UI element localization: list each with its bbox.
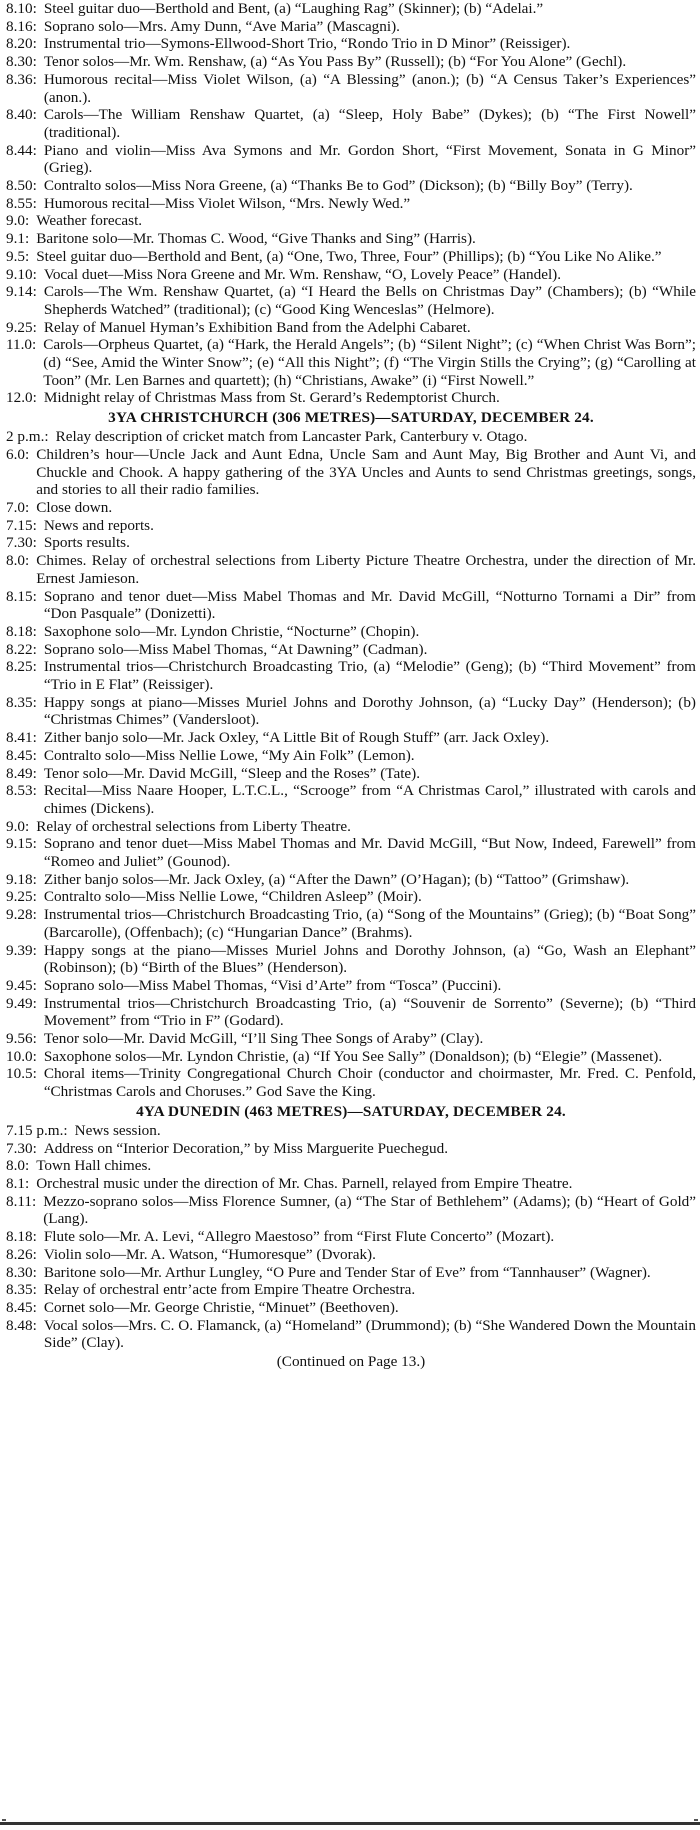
programme-entry	[6, 1246, 696, 1264]
programme-entry	[6, 142, 696, 177]
entry-time: 9.39:	[6, 941, 37, 959]
entry-description: Chimes. Relay of orchestral selections from Liberty Picture Theatre Orchestra, under the direction of Mr. Ernest Jamieson.	[36, 552, 696, 587]
entry-time: 8.15:	[6, 587, 37, 605]
entry-time: 7.15 p.m.:	[6, 1121, 68, 1139]
rule-right-tick	[694, 1819, 698, 1821]
entry-description: Instrumental trios—Christchurch Broadcasting Trio, (a) “Souvenir de Sorrento” (Severne); (b) “Third Movement” from “Trio in F” (Godard).	[43, 994, 696, 1030]
programme-entry	[6, 1175, 696, 1193]
entry-description: Carols—The Wm. Renshaw Quartet, (a) “I Heard the Bells on Christmas Day” (Chambers); (b) “While Shepherds Watched” (traditional); (c) “Good King Wenceslas” (Helmore).	[43, 283, 696, 318]
entry-description: Recital—Miss Naare Hooper, L.T.C.L., “Scrooge” from “A Christmas Carol,” illustrated with carols and chimes (Dickens).	[43, 782, 696, 817]
programme-entry	[6, 871, 696, 889]
entry-description: Soprano and tenor duet—Miss Mabel Thomas and Mr. David McGill, “Notturno Tornami a Dir” from “Don Pasquale” (Donizetti).	[43, 587, 696, 623]
programme-entry	[6, 906, 696, 941]
entry-time: 9.25:	[6, 888, 37, 906]
programme-entry	[6, 499, 696, 517]
entry-description: Contralto solo—Miss Nellie Lowe, “My Ain Folk” (Lemon).	[43, 746, 415, 764]
entry-description: Violin solo—Mr. A. Watson, “Humoresque” (Dvorak).	[43, 1245, 376, 1263]
entry-time: 2 p.m.:	[6, 428, 49, 446]
programme-entry	[6, 428, 696, 446]
entry-time: 8.20:	[6, 35, 37, 53]
entry-time: 11.0:	[6, 336, 37, 354]
entry-description: Relay of orchestral selections from Liberty Theatre.	[36, 817, 351, 835]
entry-description: Baritone solo—Mr. Thomas C. Wood, “Give Thanks and Sing” (Harris).	[36, 230, 476, 248]
entry-description: Steel guitar duo—Berthold and Bent, (a) “One, Two, Three, Four” (Phillips); (b) “You Like No Alike.”	[36, 247, 662, 265]
entry-description: Children’s hour—Uncle Jack and Aunt Edna, Uncle Sam and Aunt May, Big Brother and Aunt Vi, and Chuckle and Chook. A happy gathering of the 3YA Uncles and Aunts to send Christmas greetings, songs, and stories to all their radio families.	[36, 445, 696, 499]
programme-entry	[6, 71, 696, 106]
entry-time: 8.16:	[6, 17, 37, 35]
entry-description: Relay of orchestral entr’acte from Empire Theatre Orchestra.	[43, 1281, 416, 1299]
entry-description: Instrumental trios—Christchurch Broadcasting Trio, (a) “Song of the Mountains” (Grieg); (b) “Boat Song” (Barcarolle), (Offenbach); (c) “Hungarian Dance” (Brahms).	[43, 906, 696, 941]
entry-description: Carols—Orpheus Quartet, (a) “Hark, the Herald Angels”; (b) “Silent Night”; (c) “When Christ Was Born”; (d) “See, Amid the Winter Snow”; (e) “All this Night”; (f) “The Virgin Stills the Crying”; (g) “Carolling at Toon” (Mr. Len Barnes and quartett); (h) “Christians, Awake” (i) “First Nowell.”	[43, 336, 696, 389]
entry-time: 6.0:	[6, 445, 30, 463]
programme-entry	[6, 1317, 696, 1352]
programme-entry	[6, 18, 696, 36]
programme-entry	[6, 517, 696, 535]
programme-entry	[6, 53, 696, 71]
programme-entry	[6, 1122, 696, 1140]
entry-time: 8.49:	[6, 764, 37, 782]
entry-description: Orchestral music under the direction of Mr. Chas. Parnell, relayed from Empire Theatre.	[36, 1175, 573, 1192]
entry-time: 7.0:	[6, 498, 30, 516]
entry-description: Mezzo-soprano solos—Miss Florence Sumner, (a) “The Star of Bethlehem” (Adams); (b) “Heart of Gold” (Lang).	[43, 1192, 696, 1228]
entry-time: 8.11:	[6, 1192, 37, 1210]
station-programme-4ya	[6, 1122, 696, 1352]
entry-time: 8.45:	[6, 746, 37, 764]
entry-description: Zither banjo solo—Mr. Jack Oxley, “A Little Bit of Rough Stuff” (arr. Jack Oxley).	[43, 729, 550, 747]
programme-entry	[6, 1193, 696, 1228]
programme-entry	[6, 995, 696, 1030]
entry-description: Vocal solos—Mrs. C. O. Flamanck, (a) “Homeland” (Drummond); (b) “She Wandered Down the Mountain Side” (Clay).	[43, 1316, 696, 1352]
programme-entry	[6, 765, 696, 783]
entry-time: 9.14:	[6, 283, 37, 301]
entry-description: Vocal duet—Miss Nora Greene and Mr. Wm. Renshaw, “O, Lovely Peace” (Handel).	[43, 265, 562, 283]
programme-entry	[6, 1030, 696, 1048]
station-programme-3ya	[6, 428, 696, 1101]
programme-entry	[6, 1264, 696, 1282]
entry-time: 9.56:	[6, 1030, 37, 1048]
station-programme-2ya	[6, 0, 696, 407]
entry-description: Contralto solo—Miss Nellie Lowe, “Children Asleep” (Moir).	[43, 888, 422, 906]
programme-entry	[6, 283, 696, 318]
entry-description: News session.	[74, 1121, 161, 1139]
programme-entry	[6, 729, 696, 747]
programme-entry	[6, 782, 696, 817]
section-heading-3ya: 3YA CHRISTCHURCH (306 METRES)—SATURDAY, DECEMBER 24.	[108, 409, 594, 427]
entry-description: Soprano solo—Miss Mabel Thomas, “At Dawning” (Cadman).	[43, 640, 428, 658]
entry-time: 9.10:	[6, 265, 37, 283]
programme-entry	[6, 658, 696, 693]
entry-description: Relay description of cricket match from Lancaster Park, Canterbury v. Otago.	[55, 428, 528, 446]
entry-description: Humorous recital—Miss Violet Wilson, (a) “A Blessing” (anon.); (b) “A Census Taker’s Experiences” (anon.).	[43, 70, 696, 106]
entry-time: 8.18:	[6, 622, 37, 640]
programme-entry	[6, 336, 696, 389]
entry-time: 9.0:	[6, 817, 30, 835]
entry-time: 12.0:	[6, 389, 37, 407]
programme-entry	[6, 1281, 696, 1299]
programme-entry	[6, 588, 696, 623]
entry-time: 8.40:	[6, 106, 37, 124]
entry-time: 8.0:	[6, 552, 30, 570]
entry-time: 8.30:	[6, 53, 37, 71]
entry-time: 8.45:	[6, 1298, 37, 1316]
entry-description: Flute solo—Mr. A. Levi, “Allegro Maestoso” from “First Flute Concerto” (Mozart).	[43, 1228, 555, 1246]
entry-time: 8.1:	[6, 1175, 30, 1192]
entry-description: Soprano solo—Miss Mabel Thomas, “Visi d’Arte” from “Tosca” (Puccini).	[43, 976, 502, 994]
entry-description: Piano and violin—Miss Ava Symons and Mr. Gordon Short, “First Movement, Sonata in G Minor” (Grieg).	[43, 141, 696, 177]
programme-entry	[6, 0, 696, 18]
programme-entry	[6, 1048, 696, 1066]
entry-description: Close down.	[36, 498, 113, 516]
programme-column	[6, 0, 696, 1371]
programme-entry	[6, 1140, 696, 1158]
entry-time: 8.55:	[6, 194, 37, 212]
entry-time: 9.49:	[6, 994, 37, 1012]
programme-entry	[6, 1157, 696, 1175]
entry-description: Instrumental trios—Christchurch Broadcasting Trio, (a) “Melodie” (Geng); (b) “Third Movement” from “Trio in E Flat” (Reissiger).	[43, 658, 696, 694]
entry-description: Address on “Interior Decoration,” by Miss Marguerite Puechegud.	[43, 1139, 449, 1157]
programme-entry	[6, 446, 696, 499]
entry-time: 10.0:	[6, 1047, 37, 1065]
entry-description: Choral items—Trinity Congregational Church Choir (conductor and choirmaster, Mr. Fred. C. Penfold, “Christmas Carols and Choruses.” God Save the King.	[43, 1065, 696, 1101]
bottom-rule	[0, 1822, 700, 1825]
entry-time: 8.22:	[6, 640, 37, 658]
entry-description: Happy songs at the piano—Misses Muriel Johns and Dorothy Johnson, (a) “Go, Wash an Elephant” (Robinson); (b) “Birth of the Blues” (Henderson).	[43, 941, 696, 977]
programme-entry	[6, 1228, 696, 1246]
entry-description: Zither banjo solos—Mr. Jack Oxley, (a) “After the Dawn” (O’Hagan); (b) “Tattoo” (Grimshaw).	[43, 870, 630, 888]
entry-description: Relay of Manuel Hyman’s Exhibition Band from the Adelphi Cabaret.	[43, 318, 471, 336]
entry-time: 9.28:	[6, 906, 37, 924]
entry-time: 10.5:	[6, 1065, 37, 1083]
programme-entry	[6, 1065, 696, 1100]
programme-entry	[6, 977, 696, 995]
entry-description: Tenor solo—Mr. David McGill, “Sleep and the Roses” (Tate).	[43, 764, 421, 782]
programme-entry	[6, 835, 696, 870]
programme-entry	[6, 195, 696, 213]
entry-time: 7.30:	[6, 1139, 37, 1157]
entry-description: Humorous recital—Miss Violet Wilson, “Mrs. Newly Wed.”	[43, 194, 411, 212]
programme-entry	[6, 641, 696, 659]
programme-entry	[6, 248, 696, 266]
programme-entry	[6, 1299, 696, 1317]
programme-entry	[6, 266, 696, 284]
entry-time: 8.35:	[6, 1281, 37, 1299]
entry-time: 8.25:	[6, 658, 37, 676]
entry-time: 8.18:	[6, 1228, 37, 1246]
entry-time: 8.53:	[6, 782, 37, 800]
entry-time: 8.50:	[6, 177, 37, 195]
entry-description: Tenor solos—Mr. Wm. Renshaw, (a) “As You Pass By” (Russell); (b) “For You Alone” (Gechl).	[43, 53, 627, 71]
programme-entry	[6, 818, 696, 836]
programme-entry	[6, 230, 696, 248]
entry-description: Soprano and tenor duet—Miss Mabel Thomas and Mr. David McGill, “But Now, Indeed, Farewell” from “Romeo and Juliet” (Gounod).	[43, 835, 696, 871]
programme-entry	[6, 389, 696, 407]
programme-entry	[6, 747, 696, 765]
entry-description: Tenor solo—Mr. David McGill, “I’ll Sing Thee Songs of Araby” (Clay).	[43, 1030, 484, 1048]
programme-entry	[6, 177, 696, 195]
entry-description: Instrumental trio—Symons-Ellwood-Short Trio, “Rondo Trio in D Minor” (Reissiger).	[43, 35, 571, 53]
entry-description: Soprano solo—Mrs. Amy Dunn, “Ave Maria” (Mascagni).	[43, 17, 400, 35]
entry-time: 7.15:	[6, 516, 37, 534]
entry-time: 8.30:	[6, 1263, 37, 1281]
continued-note: (Continued on Page 13.)	[276, 1353, 426, 1371]
programme-entry	[6, 623, 696, 641]
entry-time: 8.35:	[6, 693, 37, 711]
entry-description: Midnight relay of Christmas Mass from St. Gerard’s Redemptorist Church.	[43, 389, 500, 407]
programme-entry	[6, 212, 696, 230]
entry-time: 8.26:	[6, 1245, 37, 1263]
entry-description: Happy songs at piano—Misses Muriel Johns and Dorothy Johnson, (a) “Lucky Day” (Henderson); (b) “Christmas Chimes” (Vandersloot).	[43, 693, 696, 729]
entry-description: Saxophone solos—Mr. Lyndon Christie, (a) “If You See Sally” (Donaldson); (b) “Elegie” (Massenet).	[43, 1047, 663, 1065]
entry-description: Carols—The William Renshaw Quartet, (a) “Sleep, Holy Babe” (Dykes); (b) “The First Nowell” (traditional).	[43, 106, 696, 141]
entry-description: Saxophone solo—Mr. Lyndon Christie, “Nocturne” (Chopin).	[43, 622, 420, 640]
entry-description: Town Hall chimes.	[36, 1157, 152, 1175]
entry-time: 8.48:	[6, 1316, 37, 1334]
entry-description: Baritone solo—Mr. Arthur Lungley, “O Pure and Tender Star of Eve” from “Tannhauser” (Wagner).	[43, 1263, 651, 1281]
entry-time: 9.15:	[6, 835, 37, 853]
entry-description: Contralto solos—Miss Nora Greene, (a) “Thanks Be to God” (Dickson); (b) “Billy Boy” (Terry).	[43, 177, 633, 195]
entry-time: 9.5:	[6, 247, 30, 265]
programme-entry	[6, 694, 696, 729]
entry-time: 8.44:	[6, 141, 37, 159]
entry-time: 7.30:	[6, 534, 37, 552]
programme-entry	[6, 534, 696, 552]
entry-time: 8.10:	[6, 0, 37, 17]
entry-time: 8.0:	[6, 1157, 30, 1175]
entry-time: 9.25:	[6, 318, 37, 336]
section-heading-4ya: 4YA DUNEDIN (463 METRES)—SATURDAY, DECEMBER 24.	[136, 1102, 566, 1120]
programme-entry	[6, 942, 696, 977]
programme-entry	[6, 106, 696, 141]
entry-description: News and reports.	[43, 516, 154, 534]
programme-entry	[6, 888, 696, 906]
entry-description: Weather forecast.	[36, 212, 143, 230]
entry-description: Steel guitar duo—Berthold and Bent, (a) “Laughing Rag” (Skinner); (b) “Adelai.”	[43, 0, 544, 17]
entry-time: 9.0:	[6, 212, 30, 230]
programme-entry	[6, 552, 696, 587]
programme-entry	[6, 35, 696, 53]
entry-time: 8.36:	[6, 70, 37, 88]
entry-time: 9.18:	[6, 870, 37, 888]
entry-time: 8.41:	[6, 729, 37, 747]
programme-entry	[6, 319, 696, 337]
entry-description: Sports results.	[43, 534, 130, 552]
entry-time: 9.1:	[6, 230, 30, 248]
entry-description: Cornet solo—Mr. George Christie, “Minuet” (Beethoven).	[43, 1298, 399, 1316]
rule-left-tick	[2, 1819, 6, 1821]
entry-time: 9.45:	[6, 976, 37, 994]
